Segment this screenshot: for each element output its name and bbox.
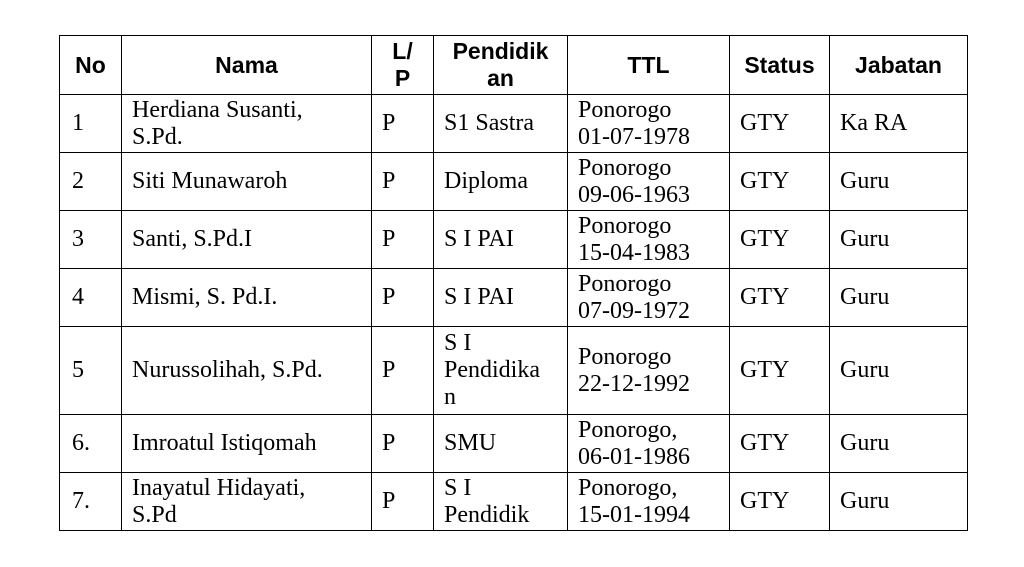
cell-nama: Inayatul Hidayati, S.Pd <box>122 473 372 531</box>
cell-no: 7. <box>60 473 122 531</box>
table-row <box>60 211 968 269</box>
cell-nama: Santi, S.Pd.I <box>122 211 372 269</box>
cell-no: 3 <box>60 211 122 269</box>
cell-no: 4 <box>60 269 122 327</box>
cell-nama: Mismi, S. Pd.I. <box>122 269 372 327</box>
table-row <box>60 95 968 153</box>
cell-ttl: Ponorogo, 15-01-1994 <box>568 473 730 531</box>
cell-ttl: Ponorogo, 06-01-1986 <box>568 415 730 473</box>
cell-ttl: Ponorogo 01-07-1978 <box>568 95 730 153</box>
cell-nama: Herdiana Susanti, S.Pd. <box>122 95 372 153</box>
cell-nama: Siti Munawaroh <box>122 153 372 211</box>
header-ttl: TTL <box>568 36 730 95</box>
cell-status: GTY <box>730 211 830 269</box>
cell-status: GTY <box>730 95 830 153</box>
cell-pendidikan: Diploma <box>434 153 568 211</box>
cell-no: 5 <box>60 327 122 415</box>
cell-no: 1 <box>60 95 122 153</box>
table-row <box>60 269 968 327</box>
table-row <box>60 153 968 211</box>
cell-pendidikan: S1 Sastra <box>434 95 568 153</box>
cell-lp: P <box>372 211 434 269</box>
header-pendidikan: Pendidik an <box>434 36 568 95</box>
cell-ttl: Ponorogo 22-12-1992 <box>568 327 730 415</box>
cell-nama: Nurussolihah, S.Pd. <box>122 327 372 415</box>
cell-status: GTY <box>730 415 830 473</box>
table-row <box>60 415 968 473</box>
cell-jabatan: Guru <box>830 327 968 415</box>
cell-lp: P <box>372 95 434 153</box>
table-row <box>60 473 968 531</box>
cell-lp: P <box>372 415 434 473</box>
cell-pendidikan: S I Pendidika n <box>434 327 568 415</box>
cell-jabatan: Guru <box>830 153 968 211</box>
cell-jabatan: Guru <box>830 415 968 473</box>
table-row <box>60 327 968 415</box>
cell-no: 6. <box>60 415 122 473</box>
cell-jabatan: Guru <box>830 211 968 269</box>
cell-status: GTY <box>730 153 830 211</box>
cell-lp: P <box>372 269 434 327</box>
header-status: Status <box>730 36 830 95</box>
cell-pendidikan: S I Pendidik <box>434 473 568 531</box>
cell-pendidikan: SMU <box>434 415 568 473</box>
header-no: No <box>60 36 122 95</box>
cell-lp: P <box>372 473 434 531</box>
cell-status: GTY <box>730 327 830 415</box>
cell-ttl: Ponorogo 15-04-1983 <box>568 211 730 269</box>
cell-lp: P <box>372 153 434 211</box>
cell-no: 2 <box>60 153 122 211</box>
header-lp: L/ P <box>372 36 434 95</box>
cell-jabatan: Guru <box>830 269 968 327</box>
cell-nama: Imroatul Istiqomah <box>122 415 372 473</box>
header-row <box>60 36 968 95</box>
staff-table <box>59 35 968 531</box>
cell-jabatan: Ka RA <box>830 95 968 153</box>
header-jabatan: Jabatan <box>830 36 968 95</box>
cell-status: GTY <box>730 473 830 531</box>
cell-ttl: Ponorogo 09-06-1963 <box>568 153 730 211</box>
cell-ttl: Ponorogo 07-09-1972 <box>568 269 730 327</box>
cell-pendidikan: S I PAI <box>434 211 568 269</box>
cell-status: GTY <box>730 269 830 327</box>
header-nama: Nama <box>122 36 372 95</box>
cell-lp: P <box>372 327 434 415</box>
cell-jabatan: Guru <box>830 473 968 531</box>
cell-pendidikan: S I PAI <box>434 269 568 327</box>
